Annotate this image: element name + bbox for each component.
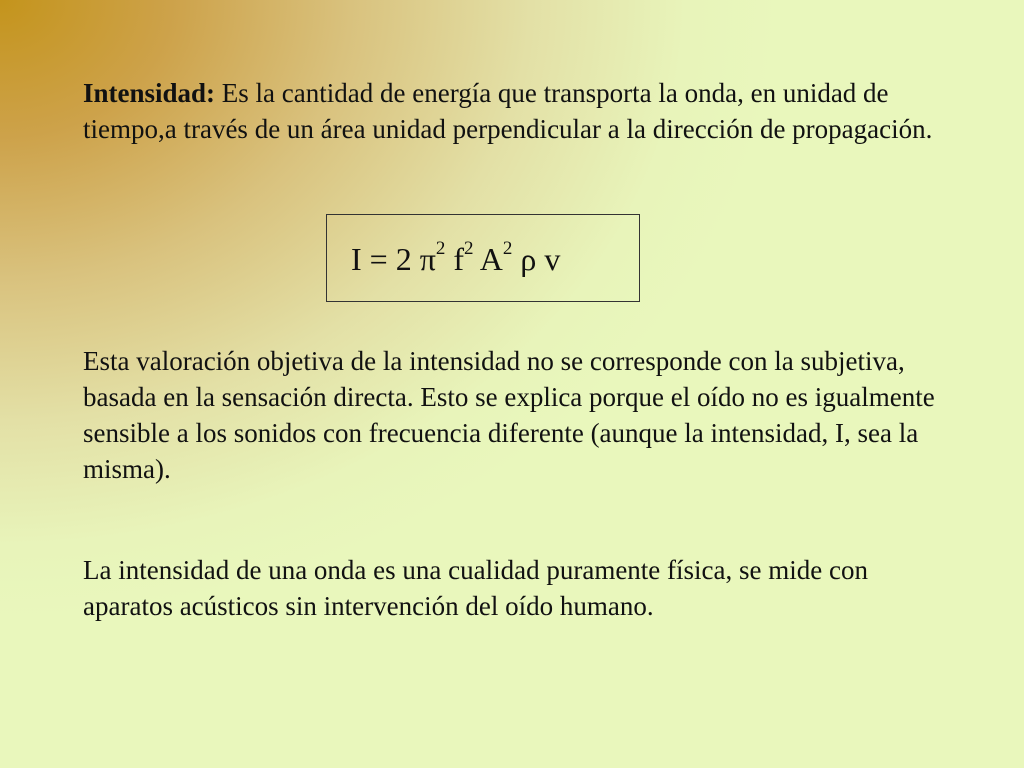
formula-pi: π — [419, 241, 436, 277]
formula-box — [326, 214, 640, 302]
definition-text: Es la cantidad de energía que transporta la onda, en unidad de tiempo,a través de un área unidad perpendicular a la dirección de propagación. — [83, 78, 933, 144]
formula-f: f — [445, 241, 465, 277]
formula-f-exponent: 2 — [464, 238, 474, 260]
subjective-paragraph: Esta valoración objetiva de la intensidad no se corresponde con la subjetiva, basada en la sensación directa. Esto se explica porque el oído no es igualmente sensible a los sonidos con frecuencia diferente (aunque la intensidad, I, sea la misma). — [83, 346, 935, 484]
physical-quality-paragraph: La intensidad de una onda es una cualidad puramente física, se mide con aparatos acústicos sin intervención del oído humano. — [83, 555, 868, 621]
intensity-formula — [351, 238, 561, 277]
formula-a-exponent: 2 — [502, 238, 513, 260]
formula-a: A — [473, 241, 503, 277]
formula-lhs: I = 2 — [351, 241, 420, 277]
formula-rho-v: ρ v — [512, 241, 561, 277]
definition-term: Intensidad: — [83, 78, 216, 108]
formula-pi-exponent: 2 — [435, 238, 446, 260]
intensity-definition — [83, 75, 963, 147]
